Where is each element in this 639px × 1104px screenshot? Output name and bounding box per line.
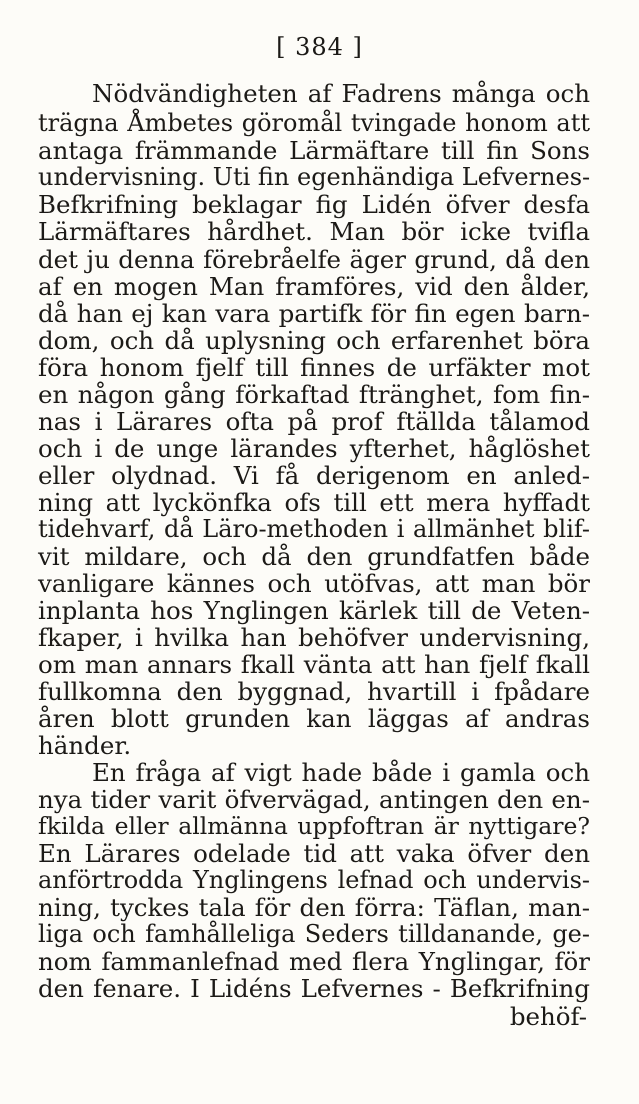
text-line: Lärmäftares hårdhet. Man bör icke tvifla <box>38 217 590 246</box>
text-line: fullkomna den byggnad, hvartill i fpådare <box>38 677 590 706</box>
text-line: fkilda eller allmänna uppfoftran är nyttigare? <box>38 812 590 840</box>
text-line: nas i Lärares ofta på prof ftällda tålamod <box>38 407 590 436</box>
text-line: inplanta hos Ynglingen kärlek till de Veten- <box>38 596 590 625</box>
text-line: om man annars fkall vänta att han fjelf fkall <box>38 650 590 679</box>
text-line: fkaper, i hvilka han behöfver undervisning, <box>38 623 590 652</box>
text-line: ning, tyckes tala för den förra: Täflan, man- <box>38 893 590 922</box>
text-line: nya tider varit öfvervägad, antingen den en- <box>38 785 590 814</box>
text-line: dom, och då uplysning och erfarenhet böra <box>38 326 590 355</box>
text-line: då han ej kan vara partifk för fin egen barn- <box>38 299 590 328</box>
text-line: undervisning. Uti fin egenhändiga Lefvernes- <box>38 163 591 191</box>
text-line: händer. <box>38 731 132 760</box>
text-line: anförtrodda Ynglingens lefnad och undervis- <box>38 866 590 894</box>
text-line: En Lärares odelade tid att vaka öfver den <box>38 839 590 868</box>
text-line: en någon gång förkaftad ftränghet, fom fin- <box>38 380 590 409</box>
text-line: liga och famhålleliga Seders tilldanande, ge- <box>38 920 590 948</box>
text-line: tidehvarf, då Läro-methoden i allmänhet blif- <box>38 515 590 543</box>
text-line: Befkrifning beklagar fig Lidén öfver desfa <box>38 190 590 219</box>
text-line: vanligare kännes och utöfvas, att man bör <box>38 569 590 598</box>
text-line: vit mildare, och då den grundfatfen både <box>38 542 590 571</box>
text-line: föra honom fjelf till finnes de urfäkter mot <box>38 353 590 382</box>
page-number-header: [ 384 ] <box>276 33 363 61</box>
text-line: ning att lyckönfka ofs till ett mera hyffadt <box>38 488 590 517</box>
text-line: den fenare. I Lidéns Lefvernes - Befkrifning <box>38 974 590 1003</box>
text-line: det ju denna förebråelfe äger grund, då den <box>38 245 590 274</box>
text-line: åren blott grunden kan läggas af andras <box>38 704 590 733</box>
catchword: behöf- <box>509 1002 587 1031</box>
text-line: nom fammanlefnad med flera Ynglingar, för <box>38 947 590 976</box>
text-line: och i de unge lärandes yfterhet, håglöshet <box>38 434 590 463</box>
text-line: eller olydnad. Vi få derigenom en anled- <box>38 461 590 490</box>
text-line: En fråga af vigt hade både i gamla och <box>92 758 590 787</box>
text-line: af en mogen Man framföres, vid den ålder, <box>38 272 590 301</box>
text-line: Nödvändigheten af Fadrens många och <box>92 79 590 108</box>
text-line: trägna Åmbetes göromål tvingade honom att <box>38 109 590 137</box>
text-line: antaga främmande Lärmäftare till fin Sons <box>38 136 590 165</box>
